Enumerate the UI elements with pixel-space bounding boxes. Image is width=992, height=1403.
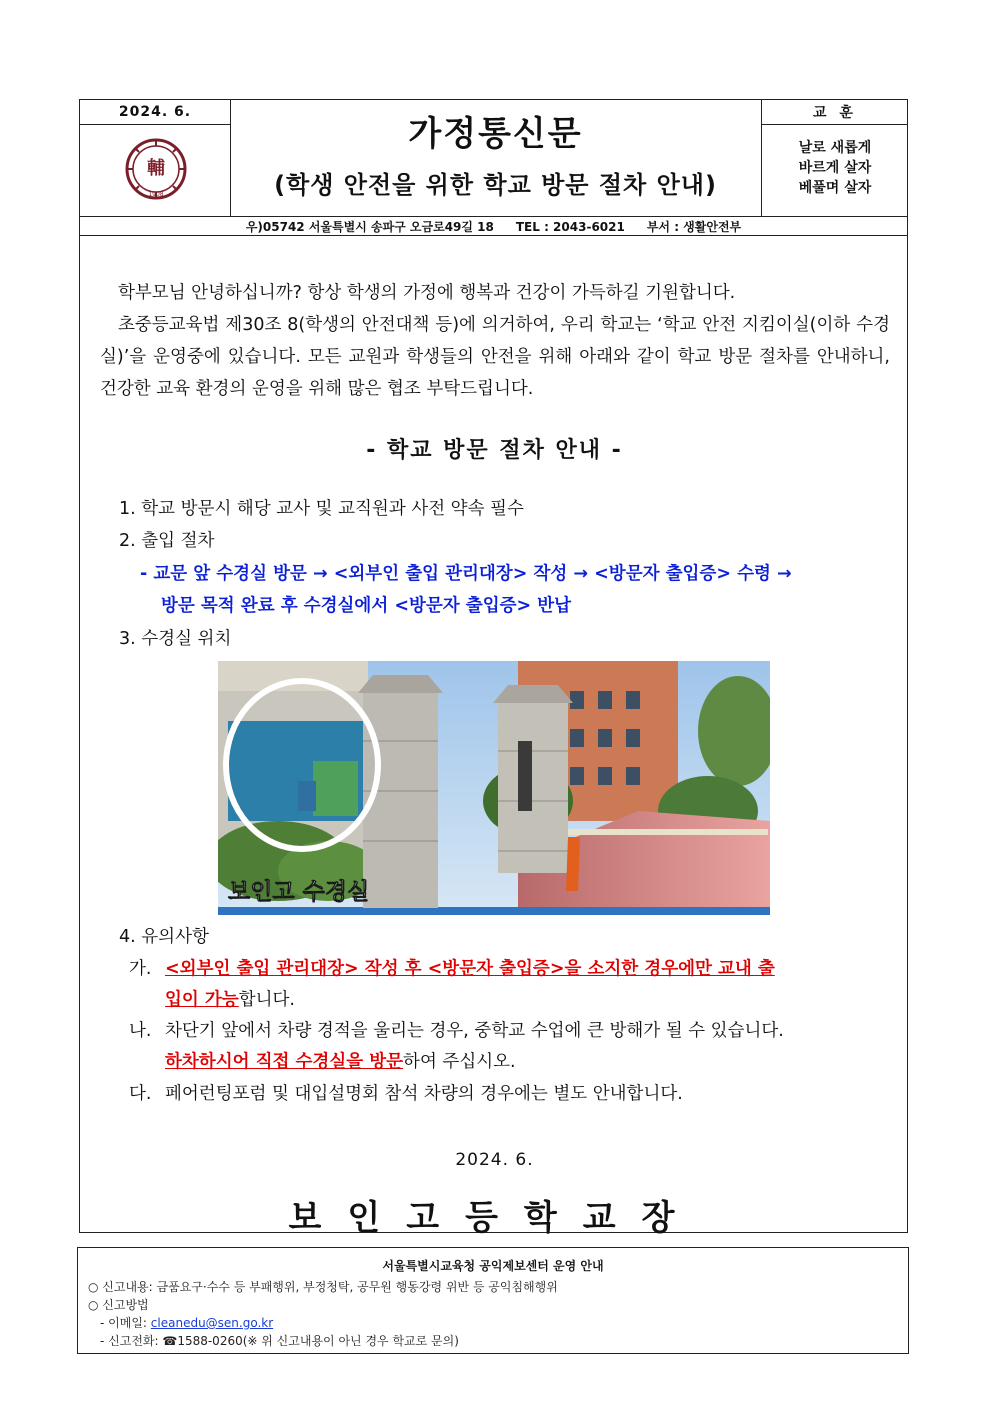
item-3-location: 3. 수경실 위치: [119, 629, 232, 649]
note-na-line-2: [165, 1047, 516, 1078]
note-da-line: 페어런팅포럼 및 대입설명회 참석 차량의 경우에는 별도 안내합니다.: [165, 1084, 683, 1104]
letter-body: [79, 235, 908, 1238]
notice-phone-line: - 신고전화: ☎1588-0260(※ 위 신고내용이 아닌 경우 학교로 문의): [100, 1334, 459, 1348]
note-na-emphasis: 하차하시어 직접 수경실을 방문: [165, 1052, 404, 1072]
motto-line-2: 바르게 살자: [798, 160, 872, 176]
note-na-rest: 하여 주십시오.: [403, 1052, 516, 1072]
entry-procedure-line-2: 방문 목적 완료 후 수경실에서 <방문자 출입증> 반납: [161, 596, 572, 616]
contact-bar: [80, 216, 907, 236]
motto-text: [762, 125, 908, 198]
header-title-cell: [230, 100, 761, 216]
item-2-entry-procedure: 2. 출입 절차: [119, 531, 215, 551]
principal-signature: 보인고등학교장: [288, 1198, 701, 1238]
motto-line-3: 베풀며 살자: [798, 180, 872, 196]
document-title: 가정통신문: [408, 114, 583, 154]
note-ga-line-1: [165, 954, 775, 985]
greeting-paragraph: 학부모님 안녕하십니까? 항상 학생의 가정에 행복과 건강이 가득하길 기원합니다.: [118, 283, 736, 303]
document-subtitle: (학생 안전을 위한 학교 방문 절차 안내): [274, 171, 717, 199]
note-na-line-1: 차단기 앞에서 차량 경적을 울리는 경우, 중학교 수업에 큰 방해가 될 수 있습니다.: [165, 1021, 784, 1041]
notice-report-method: ○ 신고방법: [88, 1298, 149, 1312]
closing-date: 2024. 6.: [455, 1150, 534, 1170]
motto-label: 교 훈: [762, 100, 908, 125]
note-na-label: 나.: [129, 1021, 152, 1041]
seal-character: 輔: [147, 158, 165, 179]
note-ga-rest: 합니다.: [238, 990, 295, 1010]
school-seal-logo: [125, 138, 187, 200]
note-ga-emphasis-1: <외부인 출입 관리대장> 작성 후 <방문자 출입증>을 소지한 경우에만 교내 출: [165, 959, 775, 979]
entry-dash: -: [140, 564, 148, 584]
department: 부서 : 생활안전부: [646, 220, 742, 234]
entry-procedure-line-1: [140, 558, 792, 590]
note-ga-label: 가.: [129, 959, 152, 979]
note-ga-emphasis-2: 입이 가능: [165, 990, 239, 1010]
email-label: - 이메일:: [100, 1316, 147, 1330]
notice-report-content: ○ 신고내용: 금품요구·수수 등 부패행위, 부정청탁, 공무원 행동강령 위반 등 공익침해행위: [88, 1280, 558, 1294]
issue-date: 2024. 6.: [80, 100, 230, 125]
section-title: - 학교 방문 절차 안내 -: [366, 438, 623, 463]
note-ga-line-2: [165, 985, 295, 1016]
motto-cell: [761, 100, 908, 216]
whistleblower-notice: [77, 1247, 909, 1354]
item-1-appointment: 1. 학교 방문시 해당 교사 및 교직원과 사전 약속 필수: [119, 499, 524, 519]
item-4-precautions: 4. 유의사항: [119, 927, 209, 947]
school-gate-photo: [218, 661, 770, 915]
notice-title: 서울특별시교육청 공익제보센터 운영 안내: [382, 1259, 604, 1273]
seal-year: 1908: [148, 191, 164, 198]
notice-email-line: [100, 1314, 273, 1331]
intro-paragraph: 초중등교육법 제30조 8(학생의 안전대책 등)에 의거하여, 우리 학교는 ‘학교 안전 지킴이실(이하 수경실)’을 운영중에 있습니다. 모든 교원과 학생들의 안전을 위해 아래와 같이 학교 방문 절차를 안내하니, 건강한 교육 환경의 운영을 위해 많은 협조 부탁드립니다.: [100, 315, 890, 399]
photo-caption: 보인고 수경실: [228, 879, 370, 905]
school-tel: TEL : 2043-6021: [515, 219, 625, 234]
school-address: 우)05742 서울특별시 송파구 오금로49길 18: [245, 220, 494, 234]
email-link[interactable]: cleanedu@sen.go.kr: [150, 1316, 274, 1330]
entry-steps-1: 교문 앞 수경실 방문 → <외부인 출입 관리대장> 작성 → <방문자 출입증> 수령 →: [153, 564, 792, 584]
motto-line-1: 날로 새롭게: [798, 140, 872, 156]
header-box: [79, 99, 908, 236]
note-da-label: 다.: [129, 1084, 152, 1104]
header-left-cell: [80, 100, 231, 216]
